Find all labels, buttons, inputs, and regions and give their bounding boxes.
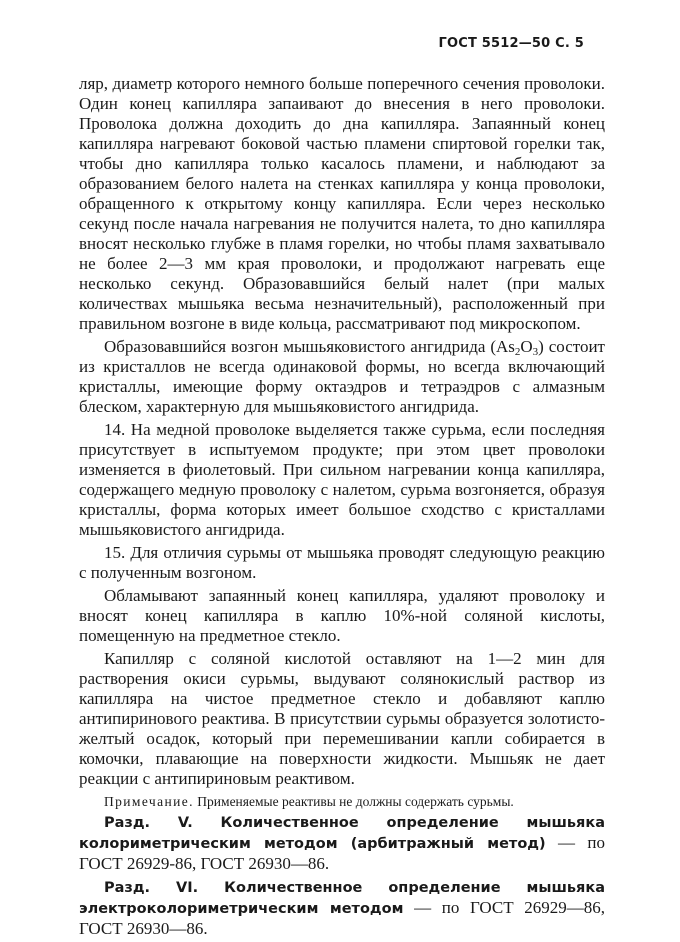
note-label: Примечание. (104, 794, 194, 809)
section-5 (79, 812, 605, 874)
section-6-reference: — по ГОСТ 26929—86, ГОСТ 26930—86. (79, 898, 605, 938)
formula-part: O (520, 337, 533, 356)
section-6 (79, 877, 605, 939)
subscript: 3 (532, 346, 539, 358)
paragraph-item-14: 14. На медной проволоке выделяется также сурьма, если последняя присутствует в испытуемом продукте; при этом цвет проволоки изменяется в фиолетовый. При сильном нагревании конца капилляра, содержащего медную проволоку с налетом, сурьма возгоняется, образуя кристаллы, форма которых имеет большое сходство с кристаллами мышьяковистого ангидрида. (79, 420, 605, 539)
subscript: 2 (514, 346, 521, 358)
paragraph-antipyrine-reaction: Капилляр с соляной кислотой оставляют на 1—2 мин для растворения окиси сурьмы, выдувают солянокислый раствор из капилляра на чистое предметное стекло и добавляют каплю антипиринового реактива. В присутствии сурьмы образуется золотисто-желтый осадок, который при перемешивании капли собирается в комочки, плавающие на поверхности жидкости. Мышьяк не дает реакции с антипириновым реактивом. (79, 649, 605, 788)
paragraph-text: Образовавшийся возгон мышьяковистого ангидрида (As (104, 337, 515, 356)
section-5-heading: Разд. V. Количественное определение мышьяка колориметрическим методом (арбитражный метод) (79, 815, 605, 852)
document-body (79, 74, 605, 942)
section-6-heading: Разд. VI. Количественное определение мышьяка электроколориметрическим методом (79, 880, 605, 917)
page-header: ГОСТ 5512—50 С. 5 (438, 36, 584, 51)
section-5-reference: — по ГОСТ 26929-86, ГОСТ 26930—86. (79, 833, 605, 873)
note (79, 792, 605, 811)
paragraph-item-15: 15. Для отличия сурьмы от мышьяка проводят следующую реакцию с полученным возгоном. (79, 543, 605, 582)
paragraph-break-capillary: Обламывают запаянный конец капилляра, удаляют проволоку и вносят конец капилляра в каплю 10%-ной соляной кислоты, помещенную на предметное стекло. (79, 586, 605, 645)
paragraph-arsenic-anhydride (79, 337, 605, 417)
paragraph-capillary-sublimation: ляр, диаметр которого немного больше поперечного сечения проволоки. Один конец капилляра запаивают до внесения в него проволоки. Проволока должна доходить до дна капилляра. Запаянный конец капилляра нагревают боковой частью пламени спиртовой горелки так, чтобы дно капилляра только касалось пламени, и наблюдают за образованием белого налета на стенках капилляра у конца проволоки, обращенного к открытому концу капилляра. Если через несколько секунд после начала нагревания не получится налета, то дно капилляра вносят несколько глубже в пламя горелки, но чтобы пламя захватывало не более 2—3 мм края проволоки, и продолжают нагревать еще несколько секунд. Образовавшийся белый налет (при малых количествах мышьяка весьма незначительный), расположенный при правильном возгоне в виде кольца, рассматривают под микроскопом. (79, 74, 605, 333)
note-text: Применяемые реактивы не должны содержать сурьмы. (193, 794, 514, 809)
paragraph-text: ) состоит из кристаллов не всегда одинаковой формы, но всегда включающий кристаллы, имеющие форму октаэдров и тетраэдров с алмазным блеском, характерную для мышьяковистого ангидрида. (79, 337, 605, 416)
